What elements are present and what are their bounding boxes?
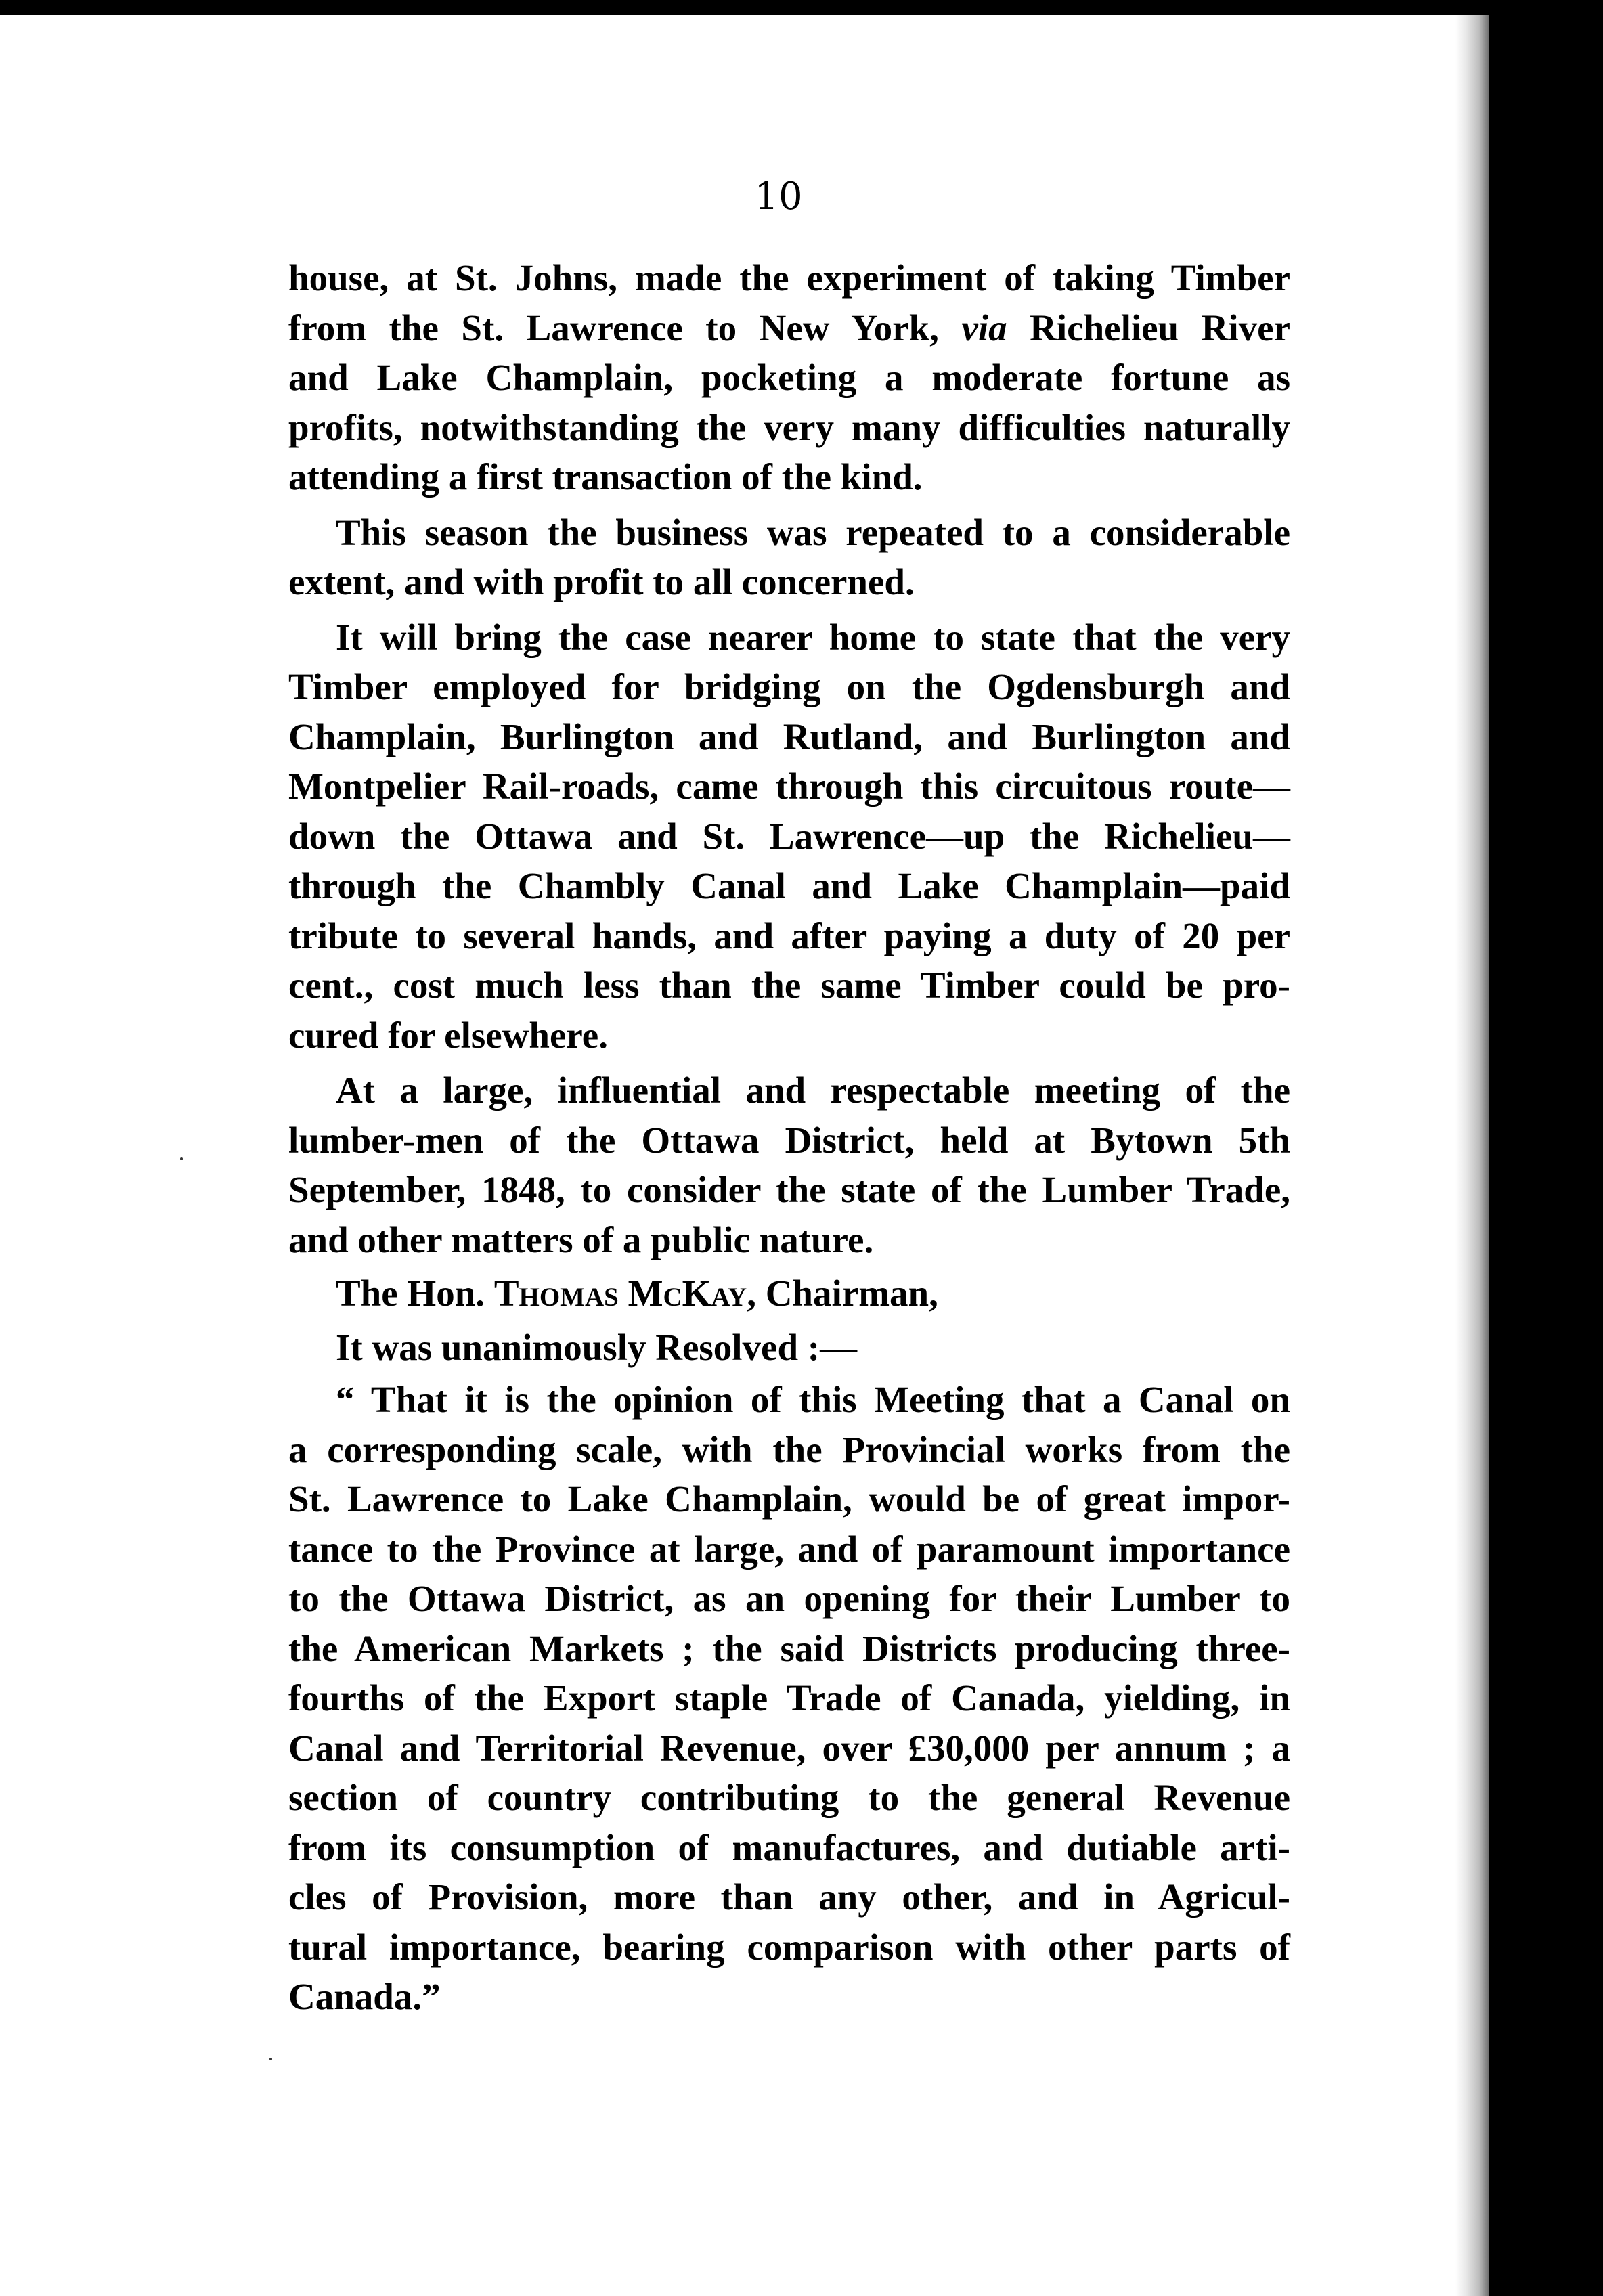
text-run: The Hon.: [336, 1273, 494, 1314]
text-run: , Chairman,: [747, 1273, 938, 1314]
text-line: [288, 1474, 1290, 1524]
speck-mark: [180, 1157, 183, 1160]
text-line: [288, 812, 1290, 862]
text-line: [288, 1268, 1290, 1319]
text-line: [288, 1116, 1290, 1166]
text-line: [288, 961, 1290, 1011]
text-run: Champlain, Burlington and Rutland, and Burlington and: [288, 715, 1290, 757]
text-run: and other matters of a public nature.: [288, 1218, 874, 1260]
paragraph: [288, 1268, 1290, 1319]
text-run: down the Ottawa and St. Lawrence—up the Richelieu—: [288, 815, 1290, 857]
paragraph: [288, 1065, 1290, 1264]
text-run: Canada.”: [288, 1976, 441, 2017]
text-line: [288, 1624, 1290, 1674]
text-line: [288, 353, 1290, 403]
text-line: [288, 613, 1290, 663]
text-line: [288, 1011, 1290, 1061]
text-run: from the St. Lawrence to New York,: [288, 307, 962, 349]
text-run: extent, and with profit to all concerned.: [288, 561, 915, 602]
text-line: [288, 1673, 1290, 1723]
text-run: It was unanimously Resolved :—: [336, 1326, 858, 1368]
text-line: [288, 1773, 1290, 1823]
text-line: [288, 1323, 1290, 1373]
text-run: section of country contributing to the general Revenue: [288, 1777, 1290, 1818]
text-line: [288, 1215, 1290, 1265]
text-run: tural importance, bearing comparison with other parts of: [288, 1926, 1290, 1968]
text-run: cured for elsewhere.: [288, 1014, 608, 1056]
text-run: from its consumption of manufactures, and dutiable arti-: [288, 1826, 1290, 1868]
text-line: [288, 1723, 1290, 1773]
text-line: [288, 303, 1290, 353]
text-run: the American Markets ; the said Districts producing three-: [288, 1627, 1290, 1669]
smallcaps-name: Thomas McKay: [493, 1273, 747, 1314]
text-run: Canal and Territorial Revenue, over £30,000 per annum ; a: [288, 1727, 1290, 1769]
page-edge-shadow: [1455, 15, 1489, 2296]
scan-border-top: [0, 0, 1603, 15]
text-run: profits, notwithstanding the very many difficulties naturally: [288, 406, 1290, 448]
text-run: and Lake Champlain, pocketing a moderate fortune as: [288, 357, 1290, 398]
text-line: [288, 253, 1290, 303]
text-line: [288, 911, 1290, 961]
text-line: [288, 1425, 1290, 1475]
text-run: “ That it is the opinion of this Meeting that a Canal on: [336, 1379, 1290, 1420]
text-run: Montpelier Rail-roads, came through this circuitous route—: [288, 766, 1290, 807]
text-run: At a large, influential and respectable meeting of the: [336, 1069, 1290, 1111]
text-run: through the Chambly Canal and Lake Champlain—paid: [288, 865, 1290, 906]
scan-border-right: [1489, 0, 1603, 2296]
speck-mark: [269, 2058, 272, 2060]
text-run: It will bring the case nearer home to state that the very: [336, 616, 1290, 658]
text-line: [288, 1823, 1290, 1873]
text-run: to the Ottawa District, as an opening for their Lumber to: [288, 1578, 1290, 1619]
page-number: 10: [754, 175, 803, 219]
text-run: September, 1848, to consider the state of the Lumber Trade,: [288, 1169, 1290, 1210]
text-run: tance to the Province at large, and of paramount importance: [288, 1528, 1290, 1570]
text-line: [288, 1065, 1290, 1116]
text-line: [288, 761, 1290, 812]
text-line: [288, 1375, 1290, 1425]
text-line: [288, 508, 1290, 558]
text-line: [288, 712, 1290, 762]
body-text: [288, 253, 1290, 2022]
text-run: cles of Provision, more than any other, and in Agricul-: [288, 1876, 1290, 1918]
text-run: Timber employed for bridging on the Ogdensburgh and: [288, 666, 1290, 707]
paragraph: [288, 1375, 1290, 2022]
text-line: [288, 1972, 1290, 2022]
text-line: [288, 403, 1290, 453]
paragraph: [288, 1323, 1290, 1373]
text-run: a corresponding scale, with the Provincial works from the: [288, 1428, 1290, 1470]
text-line: [288, 557, 1290, 607]
text-run: fourths of the Export staple Trade of Canada, yielding, in: [288, 1677, 1290, 1719]
paragraph: [288, 508, 1290, 607]
text-run: St. Lawrence to Lake Champlain, would be of great impor-: [288, 1478, 1290, 1520]
text-line: [288, 662, 1290, 712]
text-run: This season the business was repeated to a considerable: [336, 511, 1290, 553]
text-line: [288, 1524, 1290, 1574]
italic-text: via: [961, 307, 1007, 349]
text-line: [288, 452, 1290, 502]
text-line: [288, 1574, 1290, 1624]
text-line: [288, 1165, 1290, 1215]
text-run: cent., cost much less than the same Timber could be pro-: [288, 965, 1290, 1006]
paragraph: [288, 613, 1290, 1061]
text-run: lumber-men of the Ottawa District, held at Bytown 5th: [288, 1119, 1290, 1161]
text-run: house, at St. Johns, made the experiment of taking Timber: [288, 257, 1290, 299]
paragraph: [288, 253, 1290, 502]
text-run: tribute to several hands, and after paying a duty of 20 per: [288, 914, 1290, 956]
text-line: [288, 1922, 1290, 1972]
text-run: Richelieu River: [1007, 307, 1290, 349]
text-run: attending a first transaction of the kind.: [288, 456, 923, 498]
text-line: [288, 861, 1290, 911]
text-line: [288, 1872, 1290, 1922]
